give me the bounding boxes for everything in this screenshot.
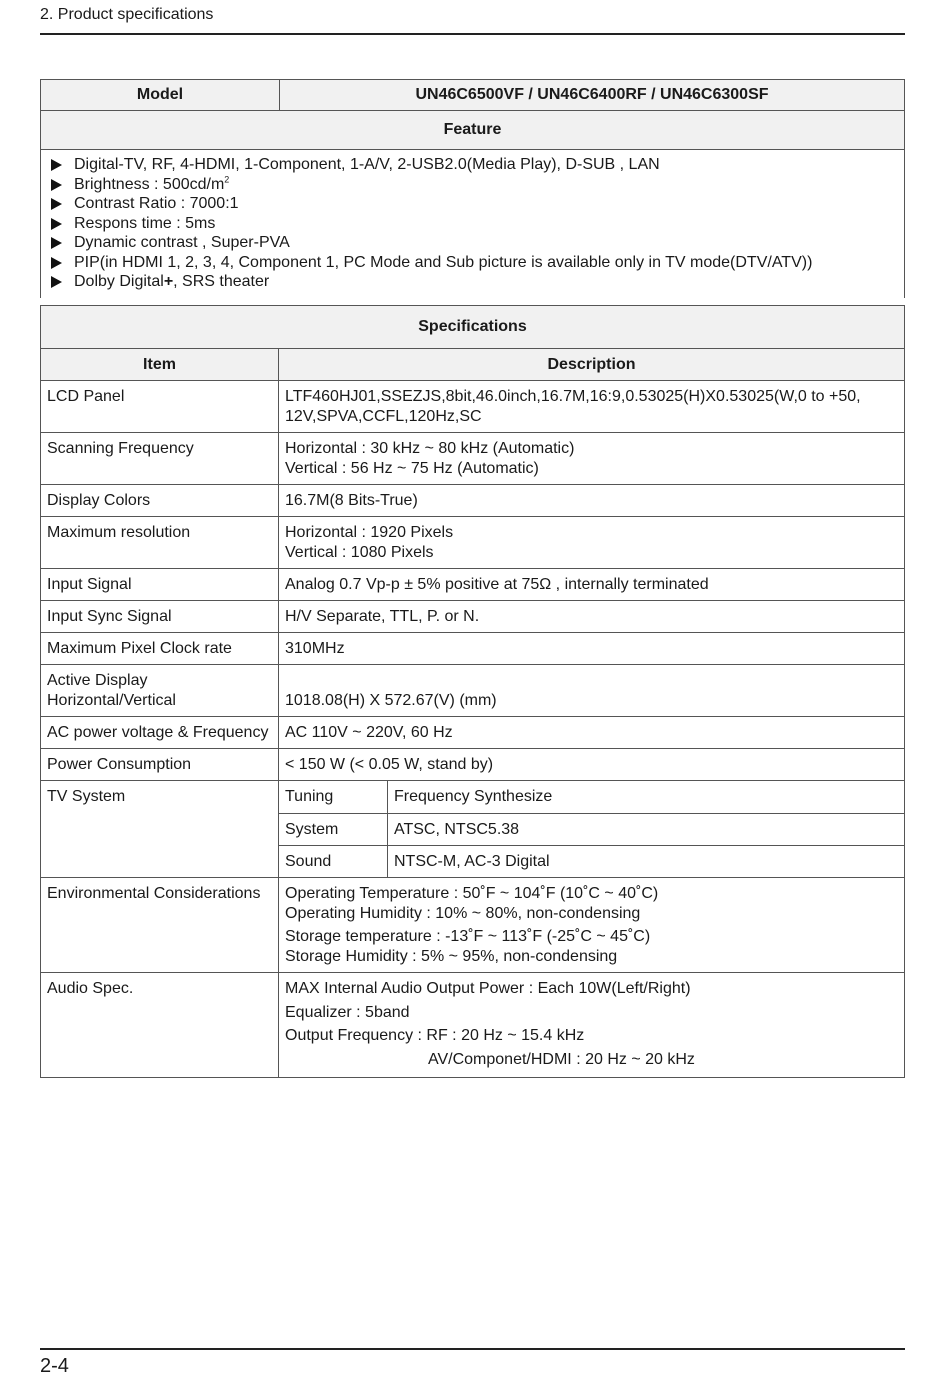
item-cell: Display Colors	[41, 485, 279, 516]
feature-label: Feature	[40, 111, 905, 150]
feature-list	[40, 150, 905, 298]
sub-value: NTSC-M, AC-3 Digital	[394, 852, 550, 870]
item-cell: Power Consumption	[41, 749, 279, 780]
table-row	[41, 780, 904, 877]
description-cell: Analog 0.7 Vp-p ± 5% positive at 75Ω , internally terminated	[285, 576, 709, 593]
model-label: Model	[41, 80, 280, 110]
description-line: Horizontal : 30 kHz ~ 80 kHz (Automatic)	[285, 440, 575, 457]
description-line: Operating Temperature : 50˚F ~ 104˚F (10˚C ~ 40˚C)	[285, 885, 659, 902]
item-cell: LCD Panel	[41, 381, 279, 432]
section-title: 2. Product specifications	[40, 6, 214, 23]
model-row	[40, 79, 905, 111]
description-cell	[279, 878, 904, 972]
description-line: AV/Componet/HDMI : 20 Hz ~ 20 kHz	[428, 1050, 695, 1068]
item-cell: Scanning Frequency	[41, 433, 279, 484]
list-item	[51, 272, 904, 292]
bullet-triangle-icon	[51, 257, 62, 269]
page-number: 2-4	[40, 1355, 69, 1377]
table-row	[41, 380, 904, 432]
item-header: Item	[41, 349, 279, 380]
table-row	[41, 568, 904, 600]
description-cell: AC 110V ~ 220V, 60 Hz	[285, 724, 453, 741]
description-cell: H/V Separate, TTL, P. or N.	[285, 608, 480, 625]
description-cell	[279, 665, 904, 716]
description-cell: 16.7M(8 Bits-True)	[285, 492, 418, 509]
description-line: Vertical : 1080 Pixels	[285, 543, 434, 561]
description-line: Operating Humidity : 10% ~ 80%, non-condensing	[285, 904, 641, 922]
item-line: Horizontal/Vertical	[47, 691, 176, 709]
subtable-row	[279, 845, 904, 877]
list-item	[51, 194, 904, 214]
description-line: LTF460HJ01,SSEZJS,8bit,46.0inch,16.7M,16:9,0.53025(H)X0.53025(W,0 to +50,	[285, 388, 861, 405]
subtable-row	[279, 781, 904, 813]
sub-label: Tuning	[279, 781, 388, 813]
item-cell: Environmental Considerations	[41, 878, 279, 972]
specifications-title: Specifications	[41, 306, 904, 348]
item-cell	[41, 665, 279, 716]
item-cell: Audio Spec.	[41, 973, 279, 1077]
bullet-triangle-icon	[51, 159, 62, 171]
list-item	[51, 155, 904, 175]
item-cell: Maximum resolution	[41, 517, 279, 568]
feature-text: Digital-TV, RF, 4-HDMI, 1-Component, 1-A/V, 2-USB2.0(Media Play), D-SUB , LAN	[74, 156, 660, 173]
specifications-table	[40, 305, 905, 1078]
model-feature-table	[40, 79, 905, 298]
item-cell: Input Signal	[41, 569, 279, 600]
list-item	[51, 253, 904, 273]
description-line: Equalizer : 5band	[285, 1003, 410, 1021]
feature-text: PIP(in HDMI 1, 2, 3, 4, Component 1, PC Mode and Sub picture is available only in TV mode(DTV/ATV))	[74, 253, 813, 271]
sub-label: Sound	[279, 846, 388, 877]
table-row	[41, 972, 904, 1077]
list-item	[51, 175, 904, 195]
table-row	[41, 632, 904, 664]
description-cell	[279, 973, 904, 1077]
bullet-triangle-icon	[51, 276, 62, 288]
dolby-plus: +	[163, 273, 174, 290]
description-line: Storage temperature : -13˚F ~ 113˚F (-25˚C ~ 45˚C)	[285, 928, 651, 945]
item-line: Active Display	[47, 672, 148, 689]
header-divider	[40, 33, 905, 35]
description-cell: 310MHz	[285, 640, 345, 657]
footer-divider	[40, 1348, 905, 1350]
description-cell: < 150 W (< 0.05 W, stand by)	[285, 756, 494, 773]
table-row	[41, 516, 904, 568]
table-row	[41, 432, 904, 484]
description-cell	[279, 433, 904, 484]
sub-label: System	[279, 814, 388, 845]
item-cell: Input Sync Signal	[41, 601, 279, 632]
bullet-triangle-icon	[51, 198, 62, 210]
description-header: Description	[547, 355, 636, 373]
description-cell	[279, 381, 904, 432]
feature-text: Dynamic contrast , Super-PVA	[74, 234, 290, 251]
feature-text: Dolby Digital	[74, 273, 164, 290]
table-row	[41, 484, 904, 516]
model-value: UN46C6500VF / UN46C6400RF / UN46C6300SF	[415, 86, 769, 103]
bullet-triangle-icon	[51, 218, 62, 230]
bullet-triangle-icon	[51, 179, 62, 191]
item-cell: Maximum Pixel Clock rate	[41, 633, 279, 664]
bullet-triangle-icon	[51, 237, 62, 249]
description-line: 1018.08(H) X 572.67(V) (mm)	[285, 691, 497, 709]
list-item	[51, 214, 904, 234]
table-header-row	[41, 348, 904, 380]
sub-value: Frequency Synthesize	[394, 788, 553, 805]
feature-text: Respons time : 5ms	[74, 214, 216, 232]
feature-text: Brightness : 500cd/m	[74, 175, 225, 193]
superscript: 2	[224, 174, 230, 185]
table-row	[41, 748, 904, 780]
table-row	[41, 600, 904, 632]
item-cell: TV System	[41, 781, 279, 877]
table-row	[41, 664, 904, 716]
tv-system-subtable	[279, 781, 904, 877]
description-line: MAX Internal Audio Output Power : Each 10W(Left/Right)	[285, 980, 691, 997]
feature-text: Contrast Ratio : 7000:1	[74, 195, 239, 212]
description-cell	[279, 517, 904, 568]
description-line: Storage Humidity : 5% ~ 95%, non-condensing	[285, 947, 618, 965]
table-row	[41, 877, 904, 972]
feature-text-rest: , SRS theater	[173, 273, 270, 290]
description-line: Output Frequency : RF : 20 Hz ~ 15.4 kHz	[285, 1027, 585, 1044]
description-line: 12V,SPVA,CCFL,120Hz,SC	[285, 407, 482, 425]
subtable-row	[279, 813, 904, 845]
list-item	[51, 233, 904, 253]
table-row	[41, 716, 904, 748]
item-cell: AC power voltage & Frequency	[41, 717, 279, 748]
description-line: Vertical : 56 Hz ~ 75 Hz (Automatic)	[285, 459, 539, 477]
description-line: Horizontal : 1920 Pixels	[285, 524, 454, 541]
sub-value: ATSC, NTSC5.38	[394, 820, 520, 838]
